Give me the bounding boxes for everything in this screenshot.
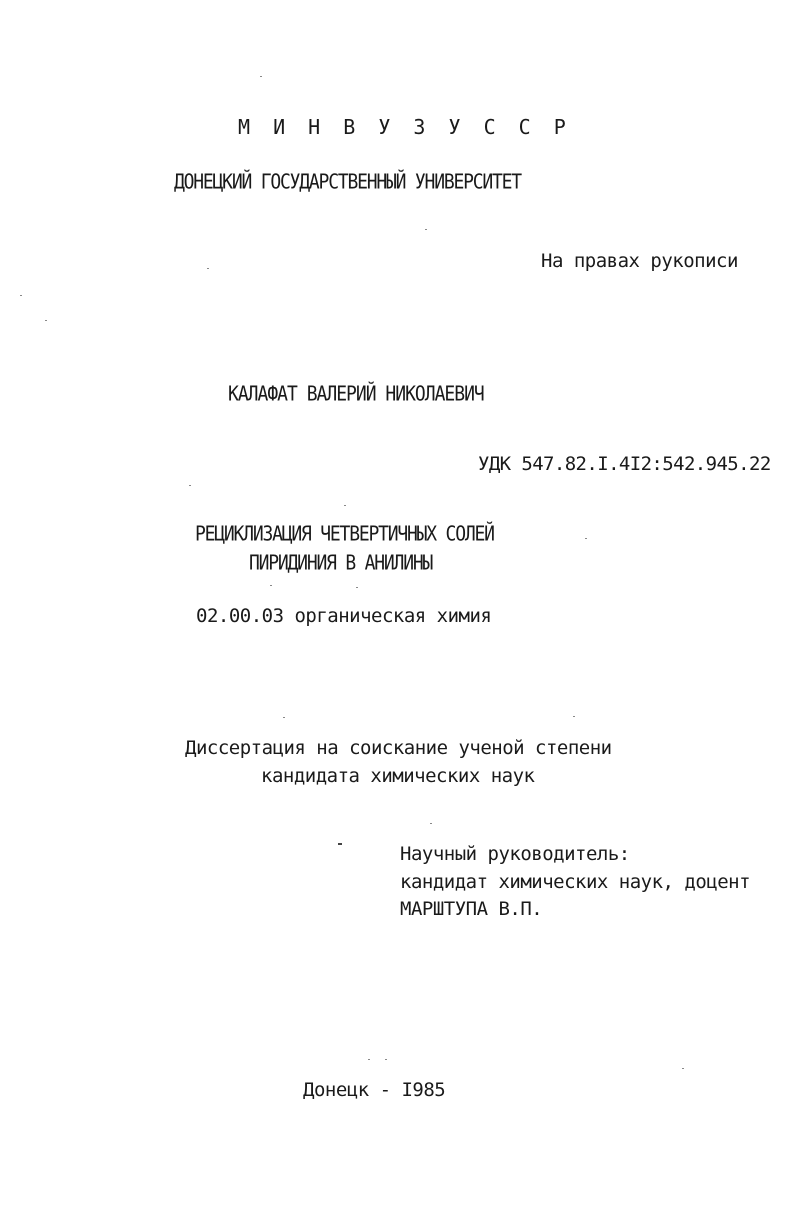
scan-speck — [260, 76, 262, 77]
scan-speck — [270, 585, 272, 586]
advisor-label: Научный руководитель: — [400, 843, 630, 865]
scan-speck — [45, 320, 47, 321]
scan-speck — [573, 716, 575, 717]
dissertation-statement-line-2: кандидата химических наук — [261, 765, 535, 787]
scan-speck — [20, 295, 22, 296]
scan-speck — [425, 229, 427, 230]
thesis-title-line-1: РЕЦИКЛИЗАЦИЯ ЧЕТВЕРТИЧНЫХ СОЛЕЙ — [195, 522, 494, 547]
scan-speck — [344, 505, 346, 506]
scan-speck — [283, 717, 285, 718]
author-name: КАЛАФАТ ВАЛЕРИЙ НИКОЛАЕВИЧ — [228, 382, 484, 407]
specialty-code: 02.00.03 органическая химия — [196, 605, 492, 627]
thesis-title-line-2: ПИРИДИНИЯ В АНИЛИНЫ — [249, 551, 433, 576]
advisor-degree: кандидат химических наук, доцент — [400, 871, 751, 893]
university-heading: ДОНЕЦКИЙ ГОСУДАРСТВЕННЫЙ УНИВЕРСИТЕТ — [174, 170, 521, 195]
scan-speck — [207, 268, 209, 269]
dissertation-statement-line-1: Диссертация на соискание ученой степени — [185, 737, 612, 759]
manuscript-rights-note: На правах рукописи — [541, 250, 738, 272]
scan-speck — [368, 1059, 370, 1060]
scan-speck — [189, 485, 191, 486]
scan-speck — [385, 1059, 387, 1060]
scan-speck — [585, 538, 587, 539]
ministry-heading: М И Н В У З У С С Р — [238, 115, 572, 139]
advisor-name: МАРШТУПА В.П. — [400, 898, 543, 920]
scan-speck — [356, 587, 358, 588]
scan-speck — [338, 843, 342, 845]
scan-speck — [430, 823, 432, 824]
scan-speck — [682, 1068, 684, 1069]
city-year: Донецк - I985 — [303, 1079, 446, 1101]
udk-code: УДК 547.82.I.4I2:542.945.22 — [478, 453, 771, 475]
